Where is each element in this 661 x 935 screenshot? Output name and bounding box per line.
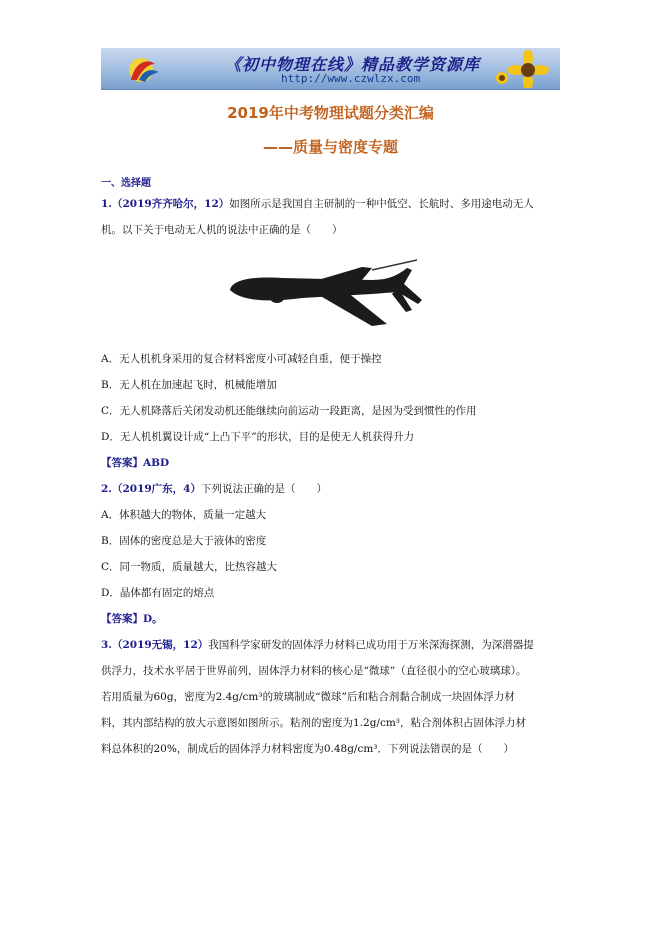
drone-image [222, 258, 437, 328]
document-subtitle: ——质量与密度专题 [262, 138, 398, 156]
banner-title: 《初中物理在线》精品教学资源库 [225, 55, 481, 74]
question-2-answer: 【答案】D。 [101, 613, 163, 625]
question-1-stem-part2: 机。以下关于电动无人机的说法中正确的是（ ） [101, 224, 343, 236]
question-1-answer: 【答案】ABD [101, 457, 170, 469]
question-1-line-1 [101, 197, 534, 211]
question-2-option-b: B．固体的密度总是大于液体的密度 [101, 535, 267, 547]
logo-icon [125, 54, 163, 84]
question-1-option-c: C．无人机降落后关闭发动机还能继续向前运动一段距离，是因为受到惯性的作用 [101, 405, 477, 417]
banner-url[interactable]: http://www.czwlzx.com [281, 72, 421, 85]
question-2-source: 2.（2019广东，4） [101, 483, 201, 495]
question-2-option-a: A．体积越大的物体，质量一定越大 [101, 509, 267, 521]
question-2-option-d: D．晶体都有固定的熔点 [101, 587, 215, 599]
question-1-option-a: A．无人机机身采用的复合材料密度小可减轻自重，便于操控 [101, 353, 382, 365]
question-2-option-c: C．同一物质，质量越大，比热容越大 [101, 561, 278, 573]
question-3-source: 3.（2019无锡，12） [101, 639, 209, 651]
question-2-stem: 下列说法正确的是（ ） [201, 483, 327, 495]
question-3-stem-part1: 我国科学家研发的固体浮力材料已成功用于万米深海探测，为深潜器提 [208, 639, 534, 651]
question-3-stem-part2: 供浮力，技术水平居于世界前列，固体浮力材料的核心是“微球”（直径很小的空心玻璃球）。 [101, 665, 527, 677]
section-heading: 一、选择题 [101, 178, 151, 189]
question-1-source: 1.（2019齐齐哈尔，12） [101, 198, 230, 210]
question-1-option-b: B．无人机在加速起飞时，机械能增加 [101, 379, 277, 391]
document-title: 2019年中考物理试题分类汇编 [227, 104, 434, 122]
question-3-line-1 [101, 638, 534, 652]
question-2-line [101, 482, 327, 496]
question-3-stem-part4: 料，其内部结构的放大示意图如图所示。粘剂的密度为1.2g/cm³，粘合剂体积占固体浮力材 [101, 717, 527, 729]
question-3-stem-part5: 料总体积的20%，制成后的固体浮力材料密度为0.48g/cm³．下列说法错误的是（ ） [101, 743, 515, 755]
question-1-option-d: D．无人机机翼设计成“上凸下平”的形状，目的是使无人机获得升力 [101, 431, 415, 443]
question-3-stem-part3: 若用质量为60g，密度为2.4g/cm³的玻璃制成“微球”后和粘合剂黏合制成一块固体浮力材 [101, 691, 515, 703]
header-banner [101, 48, 560, 90]
sunflower-icon [490, 50, 550, 88]
question-1-stem-part1: 如图所示是我国自主研制的一种中低空、长航时、多用途电动无人 [229, 198, 534, 210]
